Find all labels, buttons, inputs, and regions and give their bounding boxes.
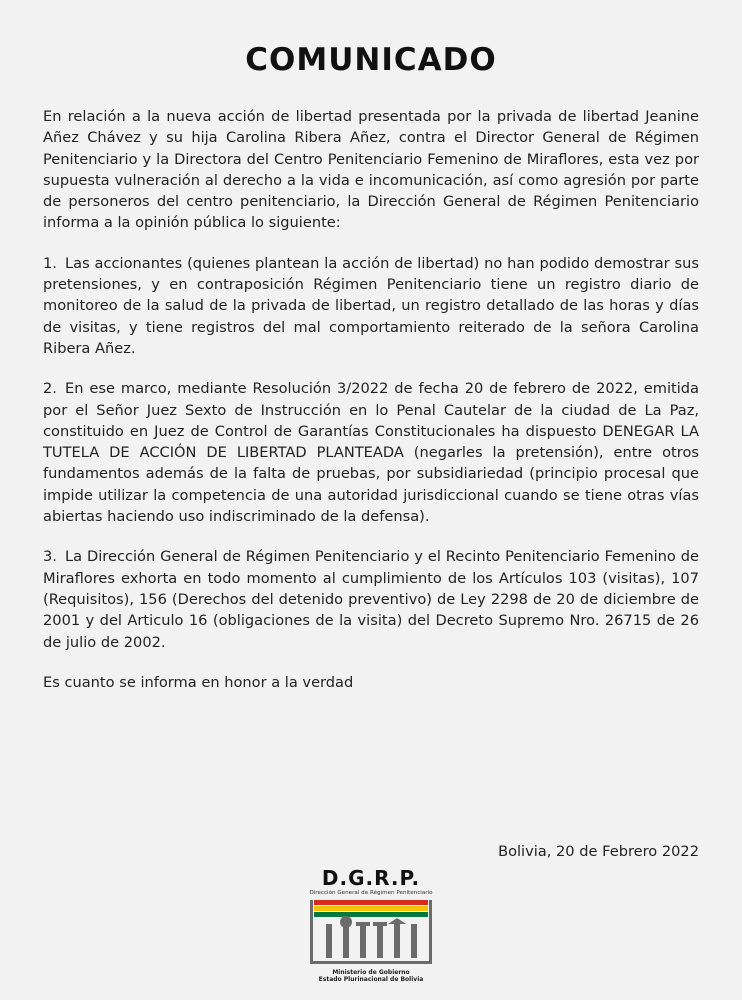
- ministry-line-2: Estado Plurinacional de Bolivia: [318, 976, 424, 983]
- list-item: [43, 253, 699, 359]
- item-number: 2.: [43, 380, 57, 398]
- ministry-line-1: Ministerio de Gobierno: [332, 969, 410, 976]
- dgrp-logo: [296, 866, 446, 990]
- list-item: [43, 546, 699, 652]
- document-body: [43, 106, 699, 712]
- logo-subtitle: Dirección General de Régimen Penitenciario: [309, 890, 433, 896]
- item-number: 1.: [43, 254, 57, 272]
- closing-paragraph: Es cuanto se informa en honor a la verdad: [43, 673, 354, 691]
- intro-paragraph: En relación a la nueva acción de libertad presentada por la privada de libertad Jeanine Añez Chávez y su hija Carolina Ribera Añez, contra el Director General de Régimen Penitenciario y la Directora del Centro Penitenciario Femenino de Miraflores, esta vez por supuesta vulneración al derecho a la vida e incomunicación, así como agresión por parte de personeros del centro penitenciario, la Dirección General de Régimen Penitenciario informa a la opinión pública lo siguiente:: [43, 108, 699, 232]
- document-title: COMUNICADO: [245, 42, 497, 78]
- item-number: 3.: [43, 548, 57, 566]
- logo-acronym: D.G.R.P.: [321, 866, 421, 890]
- list-item: [43, 378, 699, 527]
- date-line: Bolivia, 20 de Febrero 2022: [498, 843, 699, 860]
- logo-ministry: [296, 969, 446, 983]
- prison-bars-emblem-icon: [308, 898, 434, 968]
- item-text: Las accionantes (quienes plantean la acción de libertad) no han podido demostrar sus pretensiones, y en contraposición Régimen Penitenciario tiene un registro diario de monitoreo de la salud de la privada de libertad, un registro detallado de las horas y días de visitas, y tiene registros del mal comportamiento reiterado de la señora Carolina Ribera Añez.: [43, 254, 699, 357]
- item-text: La Dirección General de Régimen Penitenciario y el Recinto Penitenciario Femenino de Miraflores exhorta en todo momento al cumplimiento de los Artículos 103 (visitas), 107 (Requisitos), 156 (Derechos del detenido preventivo) de Ley 2298 de 20 de diciembre de 2001 y del Articulo 16 (obligaciones de la visita) del Decreto Supremo Nro. 26715 de 26 de julio de 2002.: [43, 548, 699, 651]
- item-text: En ese marco, mediante Resolución 3/2022 de fecha 20 de febrero de 2022, emitida por el Señor Juez Sexto de Instrucción en lo Penal Cautelar de la ciudad de La Paz, constituido en Juez de Control de Garantías Constitucionales ha dispuesto DENEGAR LA TUTELA DE ACCIÓN DE LIBERTAD PLANTEADA (negarles la pretensión), entre otros fundamentos además de la falta de pruebas, por subsidiariedad (principio procesal que impide utilizar la competencia de una autoridad jurisdiccional cuando se tiene otras vías abiertas haciendo uso indiscriminado de la defensa).: [43, 380, 699, 526]
